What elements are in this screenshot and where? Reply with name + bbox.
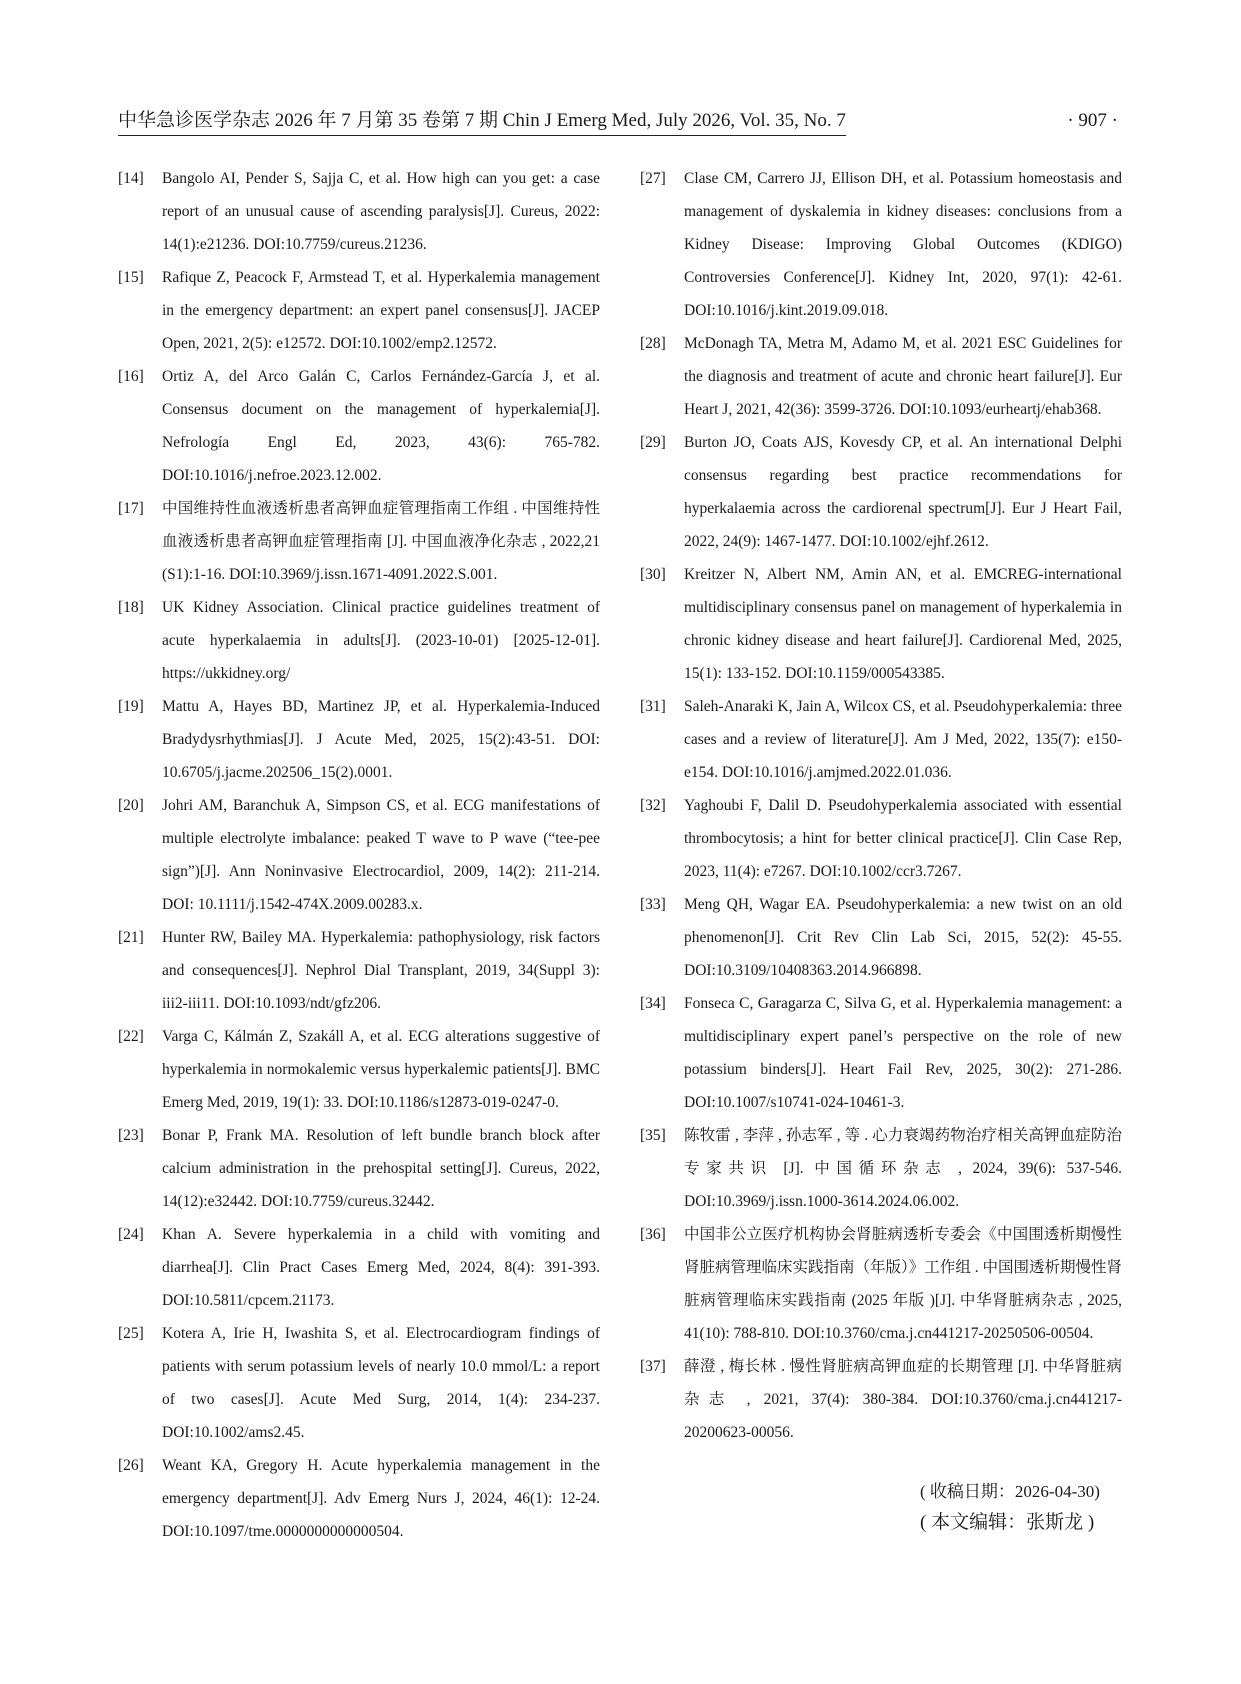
reference-item <box>118 1449 600 1548</box>
reference-number: [27] <box>640 170 666 187</box>
reference-number: [28] <box>640 335 666 352</box>
reference-item <box>118 921 600 1020</box>
reference-number: [22] <box>118 1028 144 1045</box>
reference-column-left <box>118 162 600 1548</box>
reference-text: UK Kidney Association. Clinical practice guidelines treatment of acute hyperkalaemia in adults[J]. (2023-10-01) [2025-12-01]. https://ukkidney.org/ <box>162 599 600 682</box>
reference-text: Bonar P, Frank MA. Resolution of left bundle branch block after calcium administration in the prehospital setting[J]. Cureus, 2022, 14(12):e32442. DOI:10.7759/cureus.32442. <box>162 1127 600 1210</box>
reference-text: Kotera A, Irie H, Iwashita S, et al. Electrocardiogram findings of patients with serum potassium levels of nearly 10.0 mmol/L: a report of two cases[J]. Acute Med Surg, 2014, 1(4): 234-237. DOI:10.1002/ams2.45. <box>162 1325 600 1441</box>
reference-text: McDonagh TA, Metra M, Adamo M, et al. 2021 ESC Guidelines for the diagnosis and treatment of acute and chronic heart failure[J]. Eur Heart J, 2021, 42(36): 3599-3726. DOI:10.1093/eurheartj/ehab368. <box>684 335 1122 418</box>
reference-number: [16] <box>118 368 144 385</box>
reference-text: 中国维持性血液透析患者高钾血症管理指南工作组 . 中国维持性血液透析患者高钾血症管理指南 [J]. 中国血液净化杂志 , 2022,21 (S1):1-16. DOI:10.3969/j.issn.1671-4091.2022.S.001. <box>162 500 600 583</box>
reference-item <box>640 1218 1122 1350</box>
reference-number: [30] <box>640 566 666 583</box>
reference-text: Bangolo AI, Pender S, Sajja C, et al. How high can you get: a case report of an unusual cause of ascending paralysis[J]. Cureus, 2022: 14(1):e21236. DOI:10.7759/cureus.21236. <box>162 170 600 253</box>
reference-item <box>118 492 600 591</box>
reference-number: [23] <box>118 1127 144 1144</box>
reference-item <box>118 1119 600 1218</box>
reference-item <box>118 1020 600 1119</box>
running-header <box>118 108 1118 134</box>
reference-number: [37] <box>640 1358 666 1375</box>
reference-item <box>118 1317 600 1449</box>
reference-column-right <box>640 162 1122 1449</box>
reference-number: [18] <box>118 599 144 616</box>
reference-number: [25] <box>118 1325 144 1342</box>
reference-item <box>640 1119 1122 1218</box>
reference-number: [35] <box>640 1127 666 1144</box>
reference-item <box>640 426 1122 558</box>
reference-item <box>118 261 600 360</box>
reference-text: Mattu A, Hayes BD, Martinez JP, et al. Hyperkalemia-Induced Bradydysrhythmias[J]. J Acute Med, 2025, 15(2):43-51. DOI: 10.6705/j.jacme.202506_15(2).0001. <box>162 698 600 781</box>
reference-number: [26] <box>118 1457 144 1474</box>
reference-number: [31] <box>640 698 666 715</box>
reference-number: [14] <box>118 170 144 187</box>
reference-item <box>118 591 600 690</box>
reference-text: Meng QH, Wagar EA. Pseudohyperkalemia: a new twist on an old phenomenon[J]. Crit Rev Clin Lab Sci, 2015, 52(2): 45-55. DOI:10.3109/10408363.2014.966898. <box>684 896 1122 979</box>
reference-item <box>118 789 600 921</box>
reference-text: Kreitzer N, Albert NM, Amin AN, et al. EMCREG-international multidisciplinary consensus panel on management of hyperkalemia in chronic kidney disease and heart failure[J]. Cardiorenal Med, 2025, 15(1): 133-152. DOI:10.1159/000543385. <box>684 566 1122 682</box>
reference-number: [15] <box>118 269 144 286</box>
reference-item <box>118 690 600 789</box>
reference-item <box>640 1350 1122 1449</box>
reference-item <box>640 558 1122 690</box>
reference-text: Ortiz A, del Arco Galán C, Carlos Fernández-García J, et al. Consensus document on the management of hyperkalemia[J]. Nefrología Engl Ed, 2023, 43(6): 765-782. DOI:10.1016/j.nefroe.2023.12.002. <box>162 368 600 484</box>
reference-text: Johri AM, Baranchuk A, Simpson CS, et al. ECG manifestations of multiple electrolyte imbalance: peaked T wave to P wave (“tee-pee sign”)[J]. Ann Noninvasive Electrocardiol, 2009, 14(2): 211-214. DOI: 10.1111/j.1542-474X.2009.00283.x. <box>162 797 600 913</box>
reference-number: [32] <box>640 797 666 814</box>
reference-text: Yaghoubi F, Dalil D. Pseudohyperkalemia associated with essential thrombocytosis; a hint for better clinical practice[J]. Clin Case Rep, 2023, 11(4): e7267. DOI:10.1002/ccr3.7267. <box>684 797 1122 880</box>
reference-number: [24] <box>118 1226 144 1243</box>
reference-item <box>118 360 600 492</box>
editor-note: ( 本文编辑：张斯龙 ) <box>920 1512 1095 1533</box>
reference-text: Hunter RW, Bailey MA. Hyperkalemia: pathophysiology, risk factors and consequences[J]. Nephrol Dial Transplant, 2019, 34(Suppl 3): iii2-iii11. DOI:10.1093/ndt/gfz206. <box>162 929 600 1012</box>
journal-citation: 中华急诊医学杂志 2026 年 7 月第 35 卷第 7 期 Chin J Emerg Med, July 2026, Vol. 35, No. 7 <box>118 108 846 136</box>
reference-item <box>118 162 600 261</box>
page-number: · 907 · <box>1067 110 1118 131</box>
reference-text: Clase CM, Carrero JJ, Ellison DH, et al. Potassium homeostasis and management of dyskalemia in kidney diseases: conclusions from a Kidney Disease: Improving Global Outcomes (KDIGO) Controversies Conference[J]. Kidney Int, 2020, 97(1): 42-61. DOI:10.1016/j.kint.2019.09.018. <box>684 170 1122 319</box>
reference-number: [19] <box>118 698 144 715</box>
reference-number: [29] <box>640 434 666 451</box>
reference-text: 陈牧雷 , 李萍 , 孙志军 , 等 . 心力衰竭药物治疗相关高钾血症防治专家共识 [J]. 中国循环杂志 , 2024, 39(6): 537-546. DOI:10.3969/j.issn.1000-3614.2024.06.002. <box>684 1127 1122 1210</box>
reference-item <box>640 327 1122 426</box>
reference-number: [36] <box>640 1226 666 1243</box>
reference-text: Burton JO, Coats AJS, Kovesdy CP, et al. An international Delphi consensus regarding best practice recommendations for hyperkalaemia across the cardiorenal spectrum[J]. Eur J Heart Fail, 2022, 24(9): 1467-1477. DOI:10.1002/ejhf.2612. <box>684 434 1122 550</box>
reference-text: 薛澄 , 梅长林 . 慢性肾脏病高钾血症的长期管理 [J]. 中华肾脏病杂志 , 2021, 37(4): 380-384. DOI:10.3760/cma.j.cn441217-20200623-00056. <box>684 1358 1122 1441</box>
reference-text: Rafique Z, Peacock F, Armstead T, et al. Hyperkalemia management in the emergency department: an expert panel consensus[J]. JACEP Open, 2021, 2(5): e12572. DOI:10.1002/emp2.12572. <box>162 269 600 352</box>
reference-item <box>640 789 1122 888</box>
reference-number: [33] <box>640 896 666 913</box>
reference-text: Saleh-Anaraki K, Jain A, Wilcox CS, et al. Pseudohyperkalemia: three cases and a review of literature[J]. Am J Med, 2022, 135(7): e150-e154. DOI:10.1016/j.amjmed.2022.01.036. <box>684 698 1122 781</box>
reference-text: Weant KA, Gregory H. Acute hyperkalemia management in the emergency department[J]. Adv Emerg Nurs J, 2024, 46(1): 12-24. DOI:10.1097/tme.0000000000000504. <box>162 1457 600 1540</box>
reference-item <box>640 888 1122 987</box>
reference-item <box>640 162 1122 327</box>
reference-text: Varga C, Kálmán Z, Szakáll A, et al. ECG alterations suggestive of hyperkalemia in normokalemic versus hyperkalemic patients[J]. BMC Emerg Med, 2019, 19(1): 33. DOI:10.1186/s12873-019-0247-0. <box>162 1028 600 1111</box>
reference-item <box>118 1218 600 1317</box>
reference-text: 中国非公立医疗机构协会肾脏病透析专委会《中国围透析期慢性肾脏病管理临床实践指南（年版）》工作组 . 中国围透析期慢性肾脏病管理临床实践指南 (2025 年版 )[J]. 中华肾脏病杂志 , 2025, 41(10): 788-810. DOI:10.3760/cma.j.cn441217-20250506-00504. <box>684 1226 1122 1342</box>
reference-item <box>640 987 1122 1119</box>
received-date: ( 收稿日期：2026-04-30) <box>920 1482 1100 1501</box>
reference-item <box>640 690 1122 789</box>
reference-number: [20] <box>118 797 144 814</box>
reference-number: [17] <box>118 500 144 517</box>
reference-text: Fonseca C, Garagarza C, Silva G, et al. Hyperkalemia management: a multidisciplinary expert panel’s perspective on the role of new potassium binders[J]. Heart Fail Rev, 2025, 30(2): 271-286. DOI:10.1007/s10741-024-10461-3. <box>684 995 1122 1111</box>
reference-text: Khan A. Severe hyperkalemia in a child with vomiting and diarrhea[J]. Clin Pract Cases Emerg Med, 2024, 8(4): 391-393. DOI:10.5811/cpcem.21173. <box>162 1226 600 1309</box>
reference-number: [21] <box>118 929 144 946</box>
reference-number: [34] <box>640 995 666 1012</box>
